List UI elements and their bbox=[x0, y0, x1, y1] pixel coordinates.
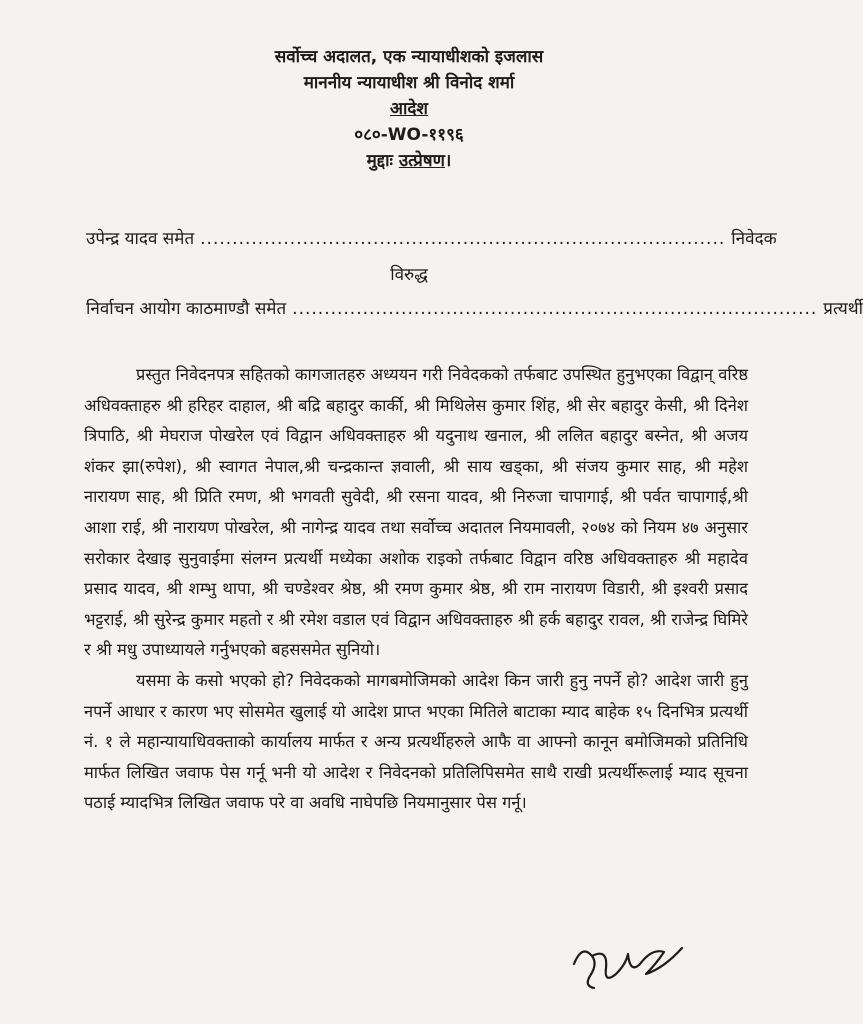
case-subject bbox=[0, 148, 818, 174]
judge-signature bbox=[568, 934, 688, 998]
respondent-line bbox=[86, 296, 863, 319]
document-type: आदेश bbox=[390, 99, 428, 119]
judge-name: माननीय न्यायाधीश श्री विनोद शर्मा bbox=[303, 73, 515, 93]
petitioner-dots: .................................................................................. bbox=[200, 229, 726, 249]
subject-label: मुद्दाः bbox=[366, 151, 393, 171]
respondent-name: निर्वाचन आयोग काठमाण्डौ समेत bbox=[86, 299, 287, 319]
petitioner-role: निवेदक bbox=[731, 229, 777, 249]
order-body bbox=[84, 360, 748, 819]
versus-label: विरुद्ध bbox=[390, 265, 428, 285]
paragraph-order: यसमा के कसो भएको हो? निवेदकको मागबमोजिमको आदेश किन जारी हुनु नपर्ने हो? आदेश जारी हुनु नपर्ने आधार र कारण भए सोसमेत खुलाई यो आदेश प्राप्त भएका मितिले बाटाका म्याद बाहेक १५ दिनभित्र प्रत्यर्थी नं. १ ले महान्यायाधिवक्ताको कार्यालय मार्फत र अन्य प्रत्यर्थीहरुले आफै वा आफ्नो कानून बमोजिमको प्रतिनिधि मार्फत लिखित जवाफ पेस गर्नू भनी यो आदेश र निवेदनको प्रतिलिपिसमेत साथै राखी प्रत्यर्थीरूलाई म्याद सूचना पठाई म्यादभित्र लिखित जवाफ परे वा अवधि नाघेपछि नियमानुसार पेस गर्नू। bbox=[84, 670, 748, 813]
paragraph-hearing: प्रस्तुत निवेदनपत्र सहितको कागजातहरु अध्ययन गरी निवेदकको तर्फबाट उपस्थित हुनुभएका विद्वान् वरिष्ठ अधिवक्ताहरु श्री हरिहर दाहाल, श्री बद्रि बहादुर कार्की, श्री मिथिलेस कुमार शिंह, श्री सेर बहादुर केसी, श्री दिनेश त्रिपाठि, श्री मेघराज पोखरेल एवं विद्वान अधिवक्ताहरु श्री यदुनाथ खनाल, श्री ललित बहादुर बस्नेत, श्री अजय शंकर झा(रुपेश), श्री स्वागत नेपाल,श्री चन्द्रकान्त ज्ञवाली, श्री साय खड्का, श्री संजय कुमार साह, श्री महेश नारायण साह, श्री प्रिति रमण, श्री भगवती सुवेदी, श्री रसना यादव, श्री निरुजा चापागाई, श्री पर्वत चापागाई,श्री आशा राई, श्री नारायण पोखरेल, श्री नागेन्द्र यादव तथा सर्वोच्च अदातल नियमावली, २०७४ को नियम ४७ अनुसार सरोकार देखाइ सुनुवाईमा संलग्न प्रत्यर्थी मध्येका अशोक राइको तर्फबाट विद्वान वरिष्ठ अधिवक्ताहरु श्री महादेव प्रसाद यादव, श्री शम्भु थापा, श्री चण्डेश्वर श्रेष्ठ, श्री रमण कुमार श्रेष्ठ, श्री राम नारायण विडारी, श्री इश्वरी प्रसाद भट्टराई, श्री सुरेन्द्र कुमार महतो र श्री रमेश वडाल एवं विद्वान अधिवक्ताहरु श्री हर्क बहादुर रावल, श्री राजेन्द्र घिमिरे र श्री मधु उपाध्यायले गर्नुभएको बहससमेत सुनियो। bbox=[84, 365, 748, 660]
petitioner-name: उपेन्द्र यादव समेत bbox=[86, 229, 195, 249]
respondent-dots: .................................................................................. bbox=[292, 299, 818, 319]
document-header bbox=[0, 44, 818, 174]
court-name: सर्वोच्च अदालत, एक न्यायाधीशको इजलास bbox=[274, 47, 544, 67]
subject-end: । bbox=[444, 151, 452, 171]
petitioner-line bbox=[86, 226, 777, 249]
subject-value: उत्प्रेषण bbox=[398, 151, 445, 171]
respondent-role: प्रत्यर्थी bbox=[823, 299, 863, 319]
case-number: ०८०-WO-११९६ bbox=[354, 125, 464, 145]
